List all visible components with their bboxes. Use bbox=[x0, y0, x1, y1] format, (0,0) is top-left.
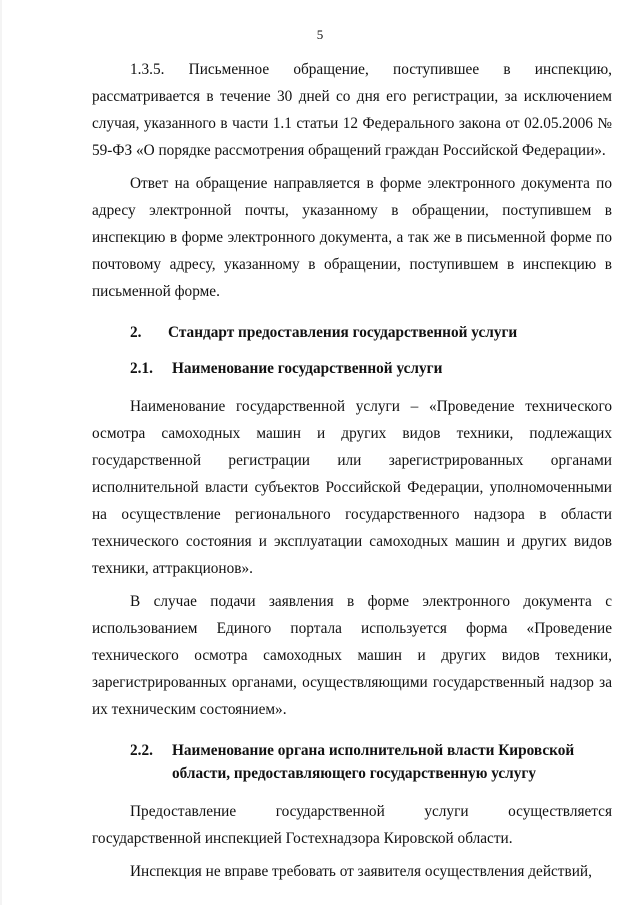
paragraph-service-name: Наименование государственной услуги – «Проведение технического осмотра самоходных машин и других видов техники, подлежащих государственной регистрации или зарегистрированных органами исполнительной власти субъектов Российской Федерации, уполномоченными на осуществление регионального государственного надзора в области технического состояния и эксплуатации самоходных машин и других видов техники, аттракционов». bbox=[92, 398, 612, 577]
scan-edge bbox=[0, 0, 2, 905]
section-number: 2. bbox=[130, 324, 142, 341]
page-content bbox=[92, 56, 612, 885]
paragraph-provider: Предоставление государственной услуги осуществляется государственной инспекцией Гостехнадзора Кировской области. bbox=[92, 803, 612, 847]
paragraph-response: Ответ на обращение направляется в форме электронного документа по адресу электронной почты, указанному в обращении, поступившем в инспекцию в форме электронного документа, а так же в письменной форме по почтовому адресу, указанному в обращении, поступившем в инспекцию в письменной форме. bbox=[92, 175, 612, 300]
section-title: Наименование органа исполнительной власти Кировской области, предоставляющего государственную услугу bbox=[172, 742, 575, 782]
section-heading-2 bbox=[92, 321, 612, 344]
section-title: Наименование государственной услуги bbox=[172, 360, 443, 377]
section-title: Стандарт предоставления государственной услуги bbox=[168, 324, 518, 341]
section-number: 2.2. bbox=[130, 742, 153, 759]
paragraph-1-3-5: 1.3.5. Письменное обращение, поступившее в инспекцию, рассматривается в течение 30 дней со дня его регистрации, за исключением случая, указанного в части 1.1 статьи 12 Федерального закона от 02.05.2006 № 59-ФЗ «О порядке рассмотрения обращений граждан Российской Федерации». bbox=[92, 61, 612, 159]
section-heading-2-1 bbox=[92, 357, 612, 380]
section-number: 2.1. bbox=[130, 360, 153, 377]
section-heading-2-2 bbox=[92, 739, 612, 785]
page-number: 5 bbox=[316, 27, 324, 42]
paragraph-electronic-form: В случае подачи заявления в форме электронного документа с использованием Единого портала используется форма «Проведение технического осмотра самоходных машин и других видов техники, зарегистрированных органами, осуществляющими государственный надзор за их техническим состоянием». bbox=[92, 593, 612, 718]
paragraph-inspection-restriction: Инспекция не вправе требовать от заявителя осуществления действий, bbox=[130, 863, 592, 880]
